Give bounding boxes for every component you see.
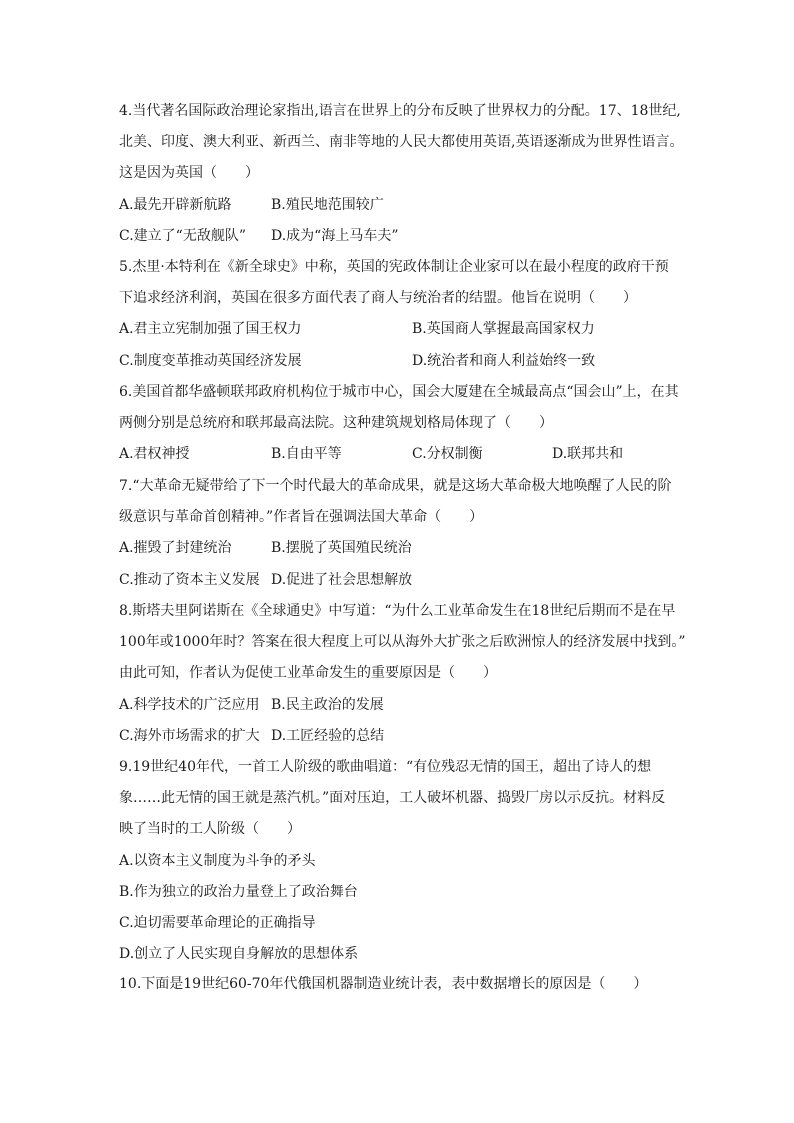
question-stem-line: 4.当代著名国际政治理论家指出,语言在世界上的分布反映了世界权力的分配。17、18世纪, (119, 103, 681, 119)
question-stem-line: 8.斯塔夫里阿诺斯在《全球通史》中写道：“为什么工业革命发生在18世纪后期而不是在早 (119, 603, 676, 619)
option-c[interactable]: C.迫切需要革命理论的正确指导 (119, 914, 316, 931)
question-8 (119, 596, 699, 752)
question-stem-line: 象……此无情的国王就是蒸汽机。”面对压迫，工人破坏机器、捣毁厂房以示反抗。材料反 (119, 790, 666, 807)
option-row (119, 721, 699, 752)
option-c[interactable]: C.制度变革推动英国经济发展 (119, 352, 302, 369)
option-row (119, 690, 699, 721)
option-row (119, 346, 699, 377)
question-10 (119, 969, 699, 1000)
question-stem-line: 这是因为英国（ ） (119, 165, 259, 182)
question-stem-line: 由此可知，作者认为促使工业革命发生的重要原因是（ ） (119, 665, 497, 682)
option-c[interactable]: C.分权制衡 (412, 446, 483, 463)
option-d[interactable]: D.促进了社会思想解放 (271, 571, 413, 588)
option-d[interactable]: D.成为“海上马车夫” (271, 227, 399, 244)
option-a[interactable]: A.以资本主义制度为斗争的矛头 (119, 852, 316, 869)
option-d[interactable]: D.联邦共和 (552, 446, 624, 463)
option-d[interactable]: D.统治者和商人利益始终一致 (412, 352, 596, 369)
option-b[interactable]: B.摆脱了英国殖民统治 (271, 540, 412, 557)
option-b[interactable]: B.民主政治的发展 (271, 696, 384, 713)
option-row (119, 533, 699, 564)
question-4 (119, 96, 699, 252)
question-7 (119, 471, 699, 596)
option-b[interactable]: B.殖民地范围较广 (271, 196, 384, 213)
option-a[interactable]: A.最先开辟新航路 (119, 196, 232, 213)
question-stem-line: 映了当时的工人阶级（ ） (119, 821, 301, 838)
option-c[interactable]: C.建立了“无敌舰队” (119, 227, 246, 244)
question-5 (119, 252, 699, 377)
question-9 (119, 752, 699, 970)
question-stem-line: 北美、印度、澳大利亚、新西兰、南非等地的人民大都使用英语,英语逐渐成为世界性语言。 (119, 134, 684, 151)
option-b[interactable]: B.自由平等 (271, 446, 342, 463)
question-stem-line: 5.杰里·本特利在《新全球史》中称，英国的宪政体制让企业家可以在最小程度的政府干预 (119, 259, 669, 275)
question-stem-line: 9.19世纪40年代，一首工人阶级的歌曲唱道：“有位残忍无情的国王，超出了诗人的想 (119, 759, 652, 775)
question-6 (119, 377, 699, 471)
option-b[interactable]: B.作为独立的政治力量登上了政治舞台 (119, 883, 358, 900)
question-stem-line: 两侧分别是总统府和联邦最高法院。这种建筑规划格局体现了（ ） (119, 415, 553, 432)
option-row (119, 190, 699, 221)
question-stem-line: 级意识与革命首创精神。”作者旨在强调法国大革命（ ） (119, 509, 484, 526)
option-a[interactable]: A.科学技术的广泛应用 (119, 696, 260, 713)
option-row (119, 314, 699, 345)
question-stem-line: 10.下面是19世纪60-70年代俄国机器制造业统计表，表中数据增长的原因是（ ） (119, 976, 648, 992)
question-stem-line: 100年或1000年时？答案在很大程度上可以从海外大扩张之后欧洲惊人的经济发展中找到。” (119, 634, 686, 651)
option-c[interactable]: C.推动了资本主义发展 (119, 571, 260, 588)
question-stem-line: 6.美国首都华盛顿联邦政府机构位于城市中心，国会大厦建在全城最高点“国会山”上，在其 (119, 384, 679, 400)
option-c[interactable]: C.海外市场需求的扩大 (119, 727, 260, 744)
question-stem-line: 下追求经济利润，英国在很多方面代表了商人与统治者的结盟。他旨在说明（ ） (119, 290, 637, 307)
option-a[interactable]: A.君主立宪制加强了国王权力 (119, 321, 302, 338)
question-stem-line: 7.“大革命无疑带给了下一个时代最大的革命成果，就是这场大革命极大地唤醒了人民的阶 (119, 478, 672, 494)
option-b[interactable]: B.英国商人掌握最高国家权力 (412, 321, 595, 338)
option-a[interactable]: A.摧毁了封建统治 (119, 540, 232, 557)
option-d[interactable]: D.创立了人民实现自身解放的思想体系 (119, 946, 359, 963)
option-row (119, 439, 699, 470)
option-row (119, 565, 699, 596)
option-d[interactable]: D.工匠经验的总结 (271, 727, 385, 744)
option-row (119, 221, 699, 252)
option-a[interactable]: A.君权神授 (119, 446, 190, 463)
